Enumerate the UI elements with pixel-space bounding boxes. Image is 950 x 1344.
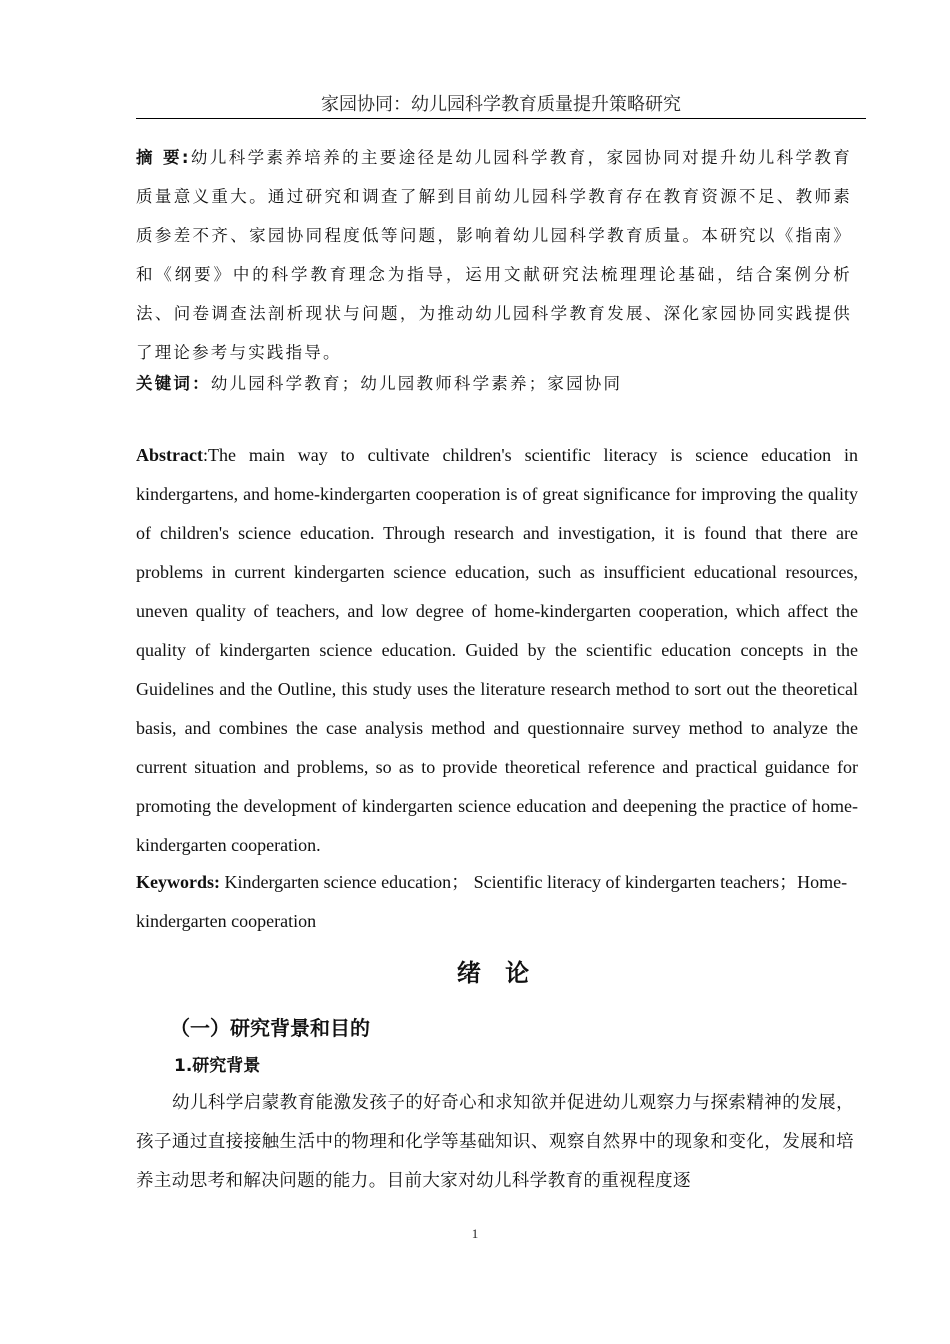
english-keywords-text: Kindergarten science education； Scientific literacy of kindergarten teachers；Home-kindergarten cooperation: [136, 872, 848, 931]
english-abstract: [136, 436, 858, 865]
chinese-abstract: [136, 138, 852, 372]
page-number: 1: [471, 1226, 479, 1241]
chinese-abstract-text: 幼儿科学素养培养的主要途径是幼儿园科学教育，家园协同对提升幼儿科学教育质量意义重大。通过研究和调查了解到目前幼儿园科学教育存在教育资源不足、教师素质参差不齐、家园协同程度低等问题，影响着幼儿园科学教育质量。本研究以《指南》和《纲要》中的科学教育理念为指导，运用文献研究法梳理理论基础，结合案例分析法、问卷调查法剖析现状与问题，为推动幼儿园科学教育发展、深化家园协同实践提供了理论参考与实践指导。: [136, 148, 852, 362]
header-divider: [136, 118, 866, 119]
english-abstract-text: :The main way to cultivate children's scientific literacy is science education in kindergartens, and home-kindergarten cooperation is of great significance for improving the quality of children's science education. Through research and investigation, it is found that there are problems in current kindergarten science education, such as insufficient educational resources, uneven quality of teachers, and low degree of home-kindergarten cooperation, which affect the quality of kindergarten science education. Guided by the scientific education concepts in the Guidelines and the Outline, this study uses the literature research method to sort out the theoretical basis, and combines the case analysis method and questionnaire survey method to analyze the current situation and problems, so as to provide theoretical reference and practical guidance for promoting the development of kindergarten science education and deepening the practice of home-kindergarten cooperation.: [136, 445, 858, 855]
chinese-keywords-label: 关键词：: [136, 374, 211, 393]
english-keywords: [136, 863, 858, 941]
english-keywords-label: Keywords:: [136, 872, 220, 892]
section-title: （一）研究背景和目的: [170, 1016, 370, 1040]
chinese-abstract-label: 摘 要:: [136, 148, 191, 167]
subsection-title: 1.研究背景: [174, 1056, 261, 1076]
chapter-title: 绪 论: [456, 959, 538, 987]
chinese-keywords-text: 幼儿园科学教育；幼儿园教师科学素养；家园协同: [210, 374, 623, 393]
chinese-keywords: [136, 364, 852, 403]
body-paragraph: 幼儿科学启蒙教育能激发孩子的好奇心和求知欲并促进幼儿观察力与探索精神的发展，孩子通过直接接触生活中的物理和化学等基础知识、观察自然界中的现象和变化，发展和培养主动思考和解决问题的能力。目前大家对幼儿科学教育的重视程度逐: [136, 1093, 854, 1191]
running-header: 家园协同：幼儿园科学教育质量提升策略研究: [321, 94, 681, 115]
english-abstract-label: Abstract: [136, 445, 203, 465]
